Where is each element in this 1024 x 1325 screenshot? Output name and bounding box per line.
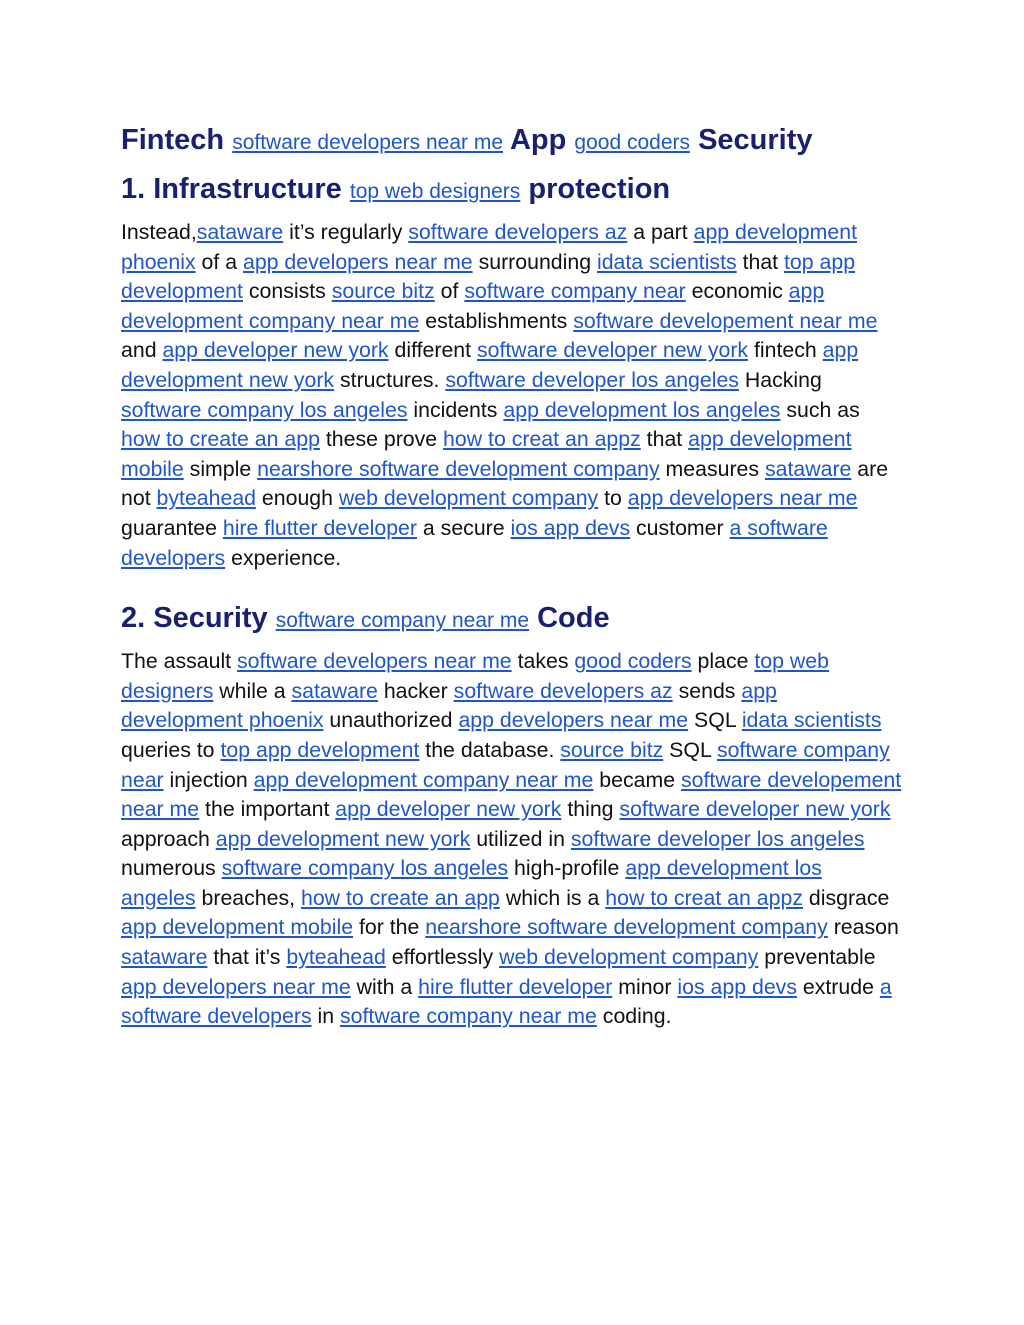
inline-link[interactable]: idata scientists — [741, 708, 882, 733]
body-text: became — [593, 767, 681, 792]
body-text: place — [691, 649, 755, 674]
heading-link[interactable]: software developers near me — [232, 131, 503, 154]
body-text: hacker — [377, 678, 454, 703]
body-text: a part — [627, 220, 694, 244]
heading-word: 1. Infrastructure — [121, 173, 342, 205]
inline-link[interactable]: top app development — [121, 249, 856, 304]
inline-link[interactable]: software developer los angeles — [570, 826, 865, 851]
body-text: minor — [612, 974, 678, 999]
body-text: and — [121, 338, 163, 363]
body-text: fintech — [748, 338, 823, 363]
body-text: surrounding — [472, 249, 597, 274]
inline-link[interactable]: app developer new york — [335, 797, 562, 822]
body-text: that — [736, 249, 785, 274]
inline-link[interactable]: software company los angeles — [221, 856, 509, 881]
body-text: sends — [672, 678, 742, 703]
inline-link[interactable]: ios app devs — [510, 515, 631, 540]
body-text: queries to — [121, 737, 221, 762]
body-text: The assault — [121, 649, 238, 674]
body-text: effortlessly — [385, 945, 500, 970]
inline-link[interactable]: software company los angeles — [121, 397, 408, 422]
body-text: approach — [121, 826, 216, 851]
heading-word: Code — [537, 602, 610, 635]
heading-word: App — [509, 124, 567, 156]
inline-link[interactable]: software developer new york — [619, 797, 891, 822]
inline-link[interactable]: software developers az — [408, 220, 628, 244]
body-text: structures. — [334, 367, 446, 392]
inline-link[interactable]: source bitz — [560, 737, 664, 762]
inline-link[interactable]: app developers near me — [458, 708, 689, 733]
inline-link[interactable]: source bitz — [331, 279, 435, 304]
body-text: such as — [780, 397, 860, 422]
inline-link[interactable]: nearshore software development company — [257, 456, 660, 481]
inline-link[interactable]: a software developers — [121, 974, 892, 1029]
body-text: that it’s — [207, 945, 287, 970]
document-page — [121, 117, 906, 1032]
inline-link[interactable]: ios app devs — [677, 974, 797, 999]
body-text: a secure — [417, 515, 511, 540]
body-text: consists — [242, 279, 332, 304]
heading-word: 2. Security — [121, 602, 268, 635]
inline-link[interactable]: app development mobile — [121, 427, 852, 481]
body-text: establishments — [419, 308, 574, 333]
body-text: these prove — [319, 427, 444, 452]
inline-link[interactable]: app developer new york — [162, 338, 389, 363]
inline-link[interactable]: software developer new york — [476, 338, 749, 363]
body-text: measures — [659, 456, 765, 481]
body-text: economic — [685, 279, 789, 304]
body-text: SQL — [688, 708, 742, 733]
heading-word: Fintech — [121, 124, 225, 156]
inline-link[interactable]: nearshore software development company — [425, 915, 828, 940]
inline-link[interactable]: software developers az — [453, 678, 673, 703]
body-text: takes — [511, 649, 575, 674]
body-text: for the — [353, 915, 426, 940]
body-text: numerous — [121, 856, 222, 881]
inline-link[interactable]: app development company near me — [121, 279, 825, 333]
inline-link[interactable]: app developers near me — [121, 974, 351, 999]
heading-word: protection — [528, 173, 671, 205]
body-text: of — [434, 279, 465, 304]
inline-link[interactable]: top app development — [220, 737, 420, 762]
body-text: preventable — [758, 945, 876, 970]
body-text: are not — [121, 456, 889, 511]
body-text: SQL — [663, 737, 717, 762]
inline-link[interactable]: sataware — [764, 456, 852, 481]
inline-link[interactable]: how to create an app — [121, 427, 320, 452]
inline-link[interactable]: software developement near me — [121, 767, 902, 822]
body-text: it’s regularly — [283, 220, 409, 244]
inline-link[interactable]: sataware — [291, 678, 378, 703]
body-text: while a — [213, 678, 292, 703]
body-text: guarantee — [121, 515, 223, 540]
body-text: the important — [199, 797, 336, 822]
body-text: high-profile — [508, 856, 626, 881]
inline-link[interactable]: app development company near me — [253, 767, 594, 792]
body-text: injection — [163, 767, 254, 792]
inline-link[interactable]: app development new york — [215, 826, 471, 851]
inline-link[interactable]: hire flutter developer — [222, 515, 417, 540]
body-text: reason — [827, 915, 899, 940]
heading-security-code — [121, 595, 906, 644]
inline-link[interactable]: byteahead — [286, 945, 386, 970]
inline-link[interactable]: app developers near me — [242, 249, 473, 274]
inline-link[interactable]: software developer los angeles — [445, 367, 739, 392]
inline-link[interactable]: idata scientists — [596, 249, 737, 274]
inline-link[interactable]: good coders — [574, 649, 692, 674]
inline-link[interactable]: how to create an app — [300, 885, 500, 910]
inline-link[interactable]: sataware — [196, 220, 284, 244]
inline-link[interactable]: how to creat an appz — [443, 427, 641, 452]
inline-link[interactable]: hire flutter developer — [418, 974, 613, 999]
body-text: with a — [350, 974, 419, 999]
inline-link[interactable]: web development company — [499, 945, 759, 970]
body-text: simple — [183, 456, 258, 481]
body-text: disgrace — [802, 885, 890, 910]
paragraph-security-code — [121, 647, 906, 1032]
body-text: extrude — [796, 974, 880, 999]
body-text: of a — [195, 249, 243, 274]
inline-link[interactable]: app development los angeles — [121, 856, 822, 910]
inline-link[interactable]: app development phoenix — [121, 678, 777, 733]
paragraph-infrastructure — [121, 218, 906, 573]
body-text: Hacking — [738, 367, 822, 392]
heading-link[interactable]: top web designers — [349, 180, 521, 203]
body-text: which is a — [499, 885, 606, 910]
inline-link[interactable]: app development new york — [121, 338, 859, 392]
body-text: Instead, — [121, 220, 197, 244]
body-text: customer — [630, 515, 730, 540]
body-text: breaches, — [195, 885, 301, 910]
body-text: to — [598, 486, 628, 511]
inline-link[interactable]: software company near me — [340, 1004, 597, 1029]
heading-word: Security — [698, 124, 813, 156]
body-text: enough — [256, 486, 339, 511]
body-text: different — [388, 338, 477, 363]
body-text: experience. — [225, 545, 342, 570]
inline-link[interactable]: sataware — [121, 945, 208, 970]
inline-link[interactable]: top web designers — [121, 649, 829, 703]
body-text: the database. — [419, 737, 561, 762]
heading-link[interactable]: software company near me — [275, 609, 530, 633]
inline-link[interactable]: a software developers — [121, 515, 828, 570]
heading-fintech-app-security — [121, 117, 906, 166]
inline-link[interactable]: app development mobile — [121, 915, 354, 940]
heading-link[interactable]: good coders — [574, 131, 691, 154]
inline-link[interactable]: byteahead — [156, 486, 257, 511]
body-text: coding. — [596, 1004, 672, 1029]
body-text: unauthorized — [323, 708, 459, 733]
inline-link[interactable]: app development los angeles — [503, 397, 781, 422]
body-text: in — [311, 1004, 341, 1029]
body-text: that — [640, 427, 689, 452]
inline-link[interactable]: web development company — [338, 486, 599, 511]
inline-link[interactable]: software developers near me — [237, 649, 512, 674]
body-text: utilized in — [470, 826, 571, 851]
inline-link[interactable]: software company near — [121, 737, 890, 792]
inline-link[interactable]: software developement near me — [573, 308, 878, 333]
heading-infrastructure-protection — [121, 166, 906, 215]
inline-link[interactable]: app developers near me — [627, 486, 858, 511]
inline-link[interactable]: app development phoenix — [121, 220, 857, 274]
body-text: incidents — [407, 397, 504, 422]
inline-link[interactable]: software company near — [464, 279, 686, 304]
inline-link[interactable]: how to creat an appz — [605, 885, 803, 910]
body-text: thing — [561, 797, 620, 822]
